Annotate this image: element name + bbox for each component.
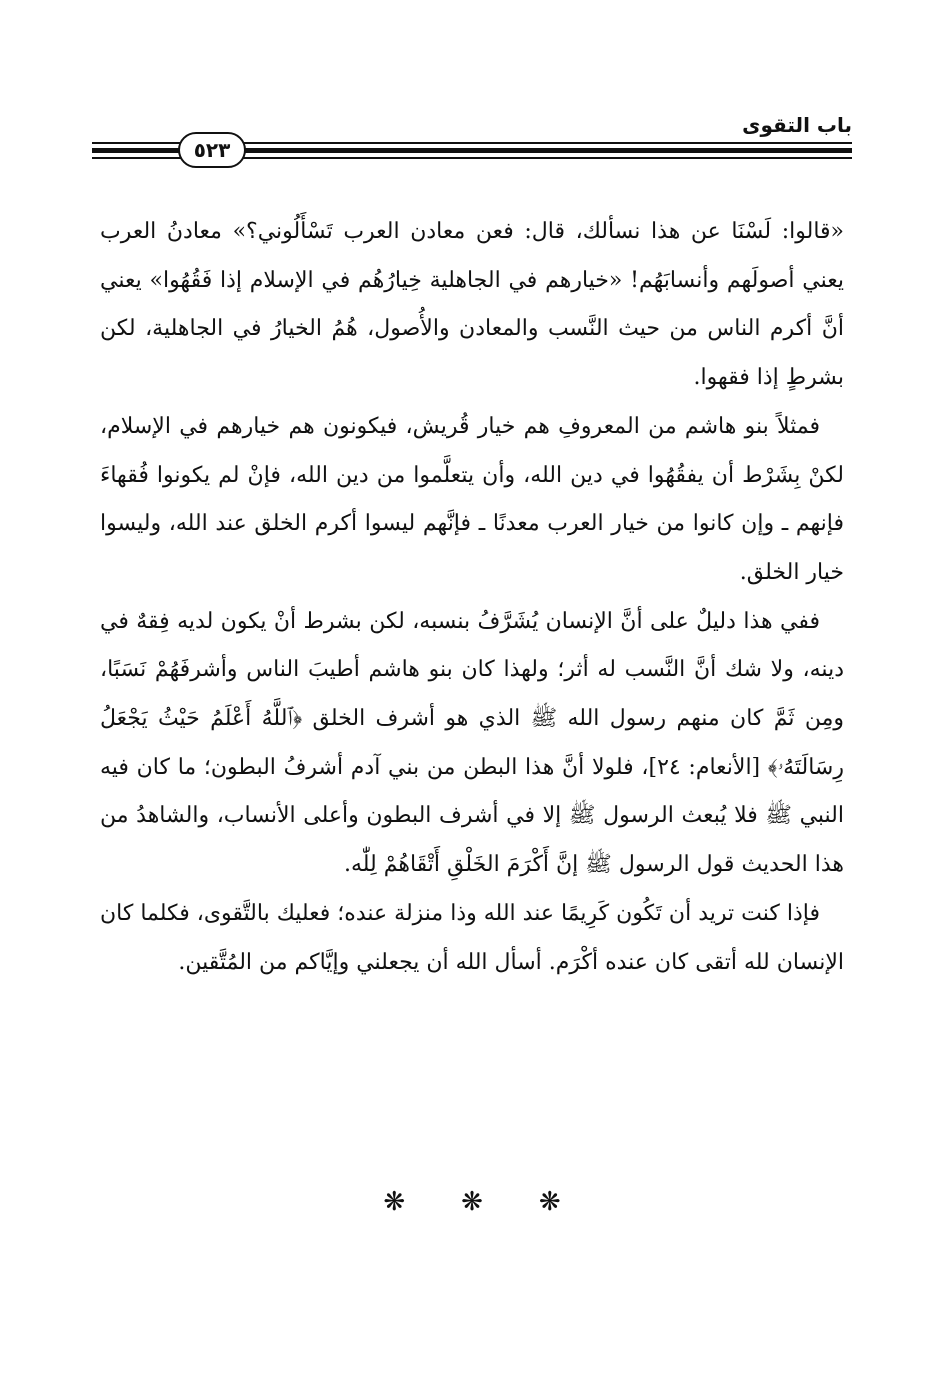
page-number: ٥٢٣ [178, 132, 246, 168]
paragraph-1: «قالوا: لَسْنَا عن هذا نسألك، قال: فعن معادن العرب تَسْأَلُوني؟» معادنُ العرب يعني أصولَهم وأنسابَهُم! «خيارهم في الجاهلية خِيارُهُم في الإسلام إذا فَقُهُوا» يعني أنَّ أكرم الناس من حيث النَّسب والمعادن والأُصول، هُمُ الخيارُ في الجاهلية، لكن بشرطٍ إذا فقهوا. [100, 219, 844, 391]
ornament-star-icon: ❋ [461, 1187, 483, 1217]
page-body [100, 208, 844, 987]
paragraph-3: ففي هذا دليلٌ على أنَّ الإنسان يُشَرَّفُ بنسبه، لكن بشرط أنْ يكون لديه فِقهٌ في دينه، ولا شك أنَّ النَّسب له أثر؛ ولهذا كان بنو هاشم أطيبَ الناس وأشرفَهُمْ نَسَبًا، ومِن ثَمَّ كان منهم رسول الله ﷺ الذي هو أشرف الخلق ﴿ٱللَّهُ أَعْلَمُ حَيْثُ يَجْعَلُ رِسَالَتَهُۥ﴾ [الأنعام: ٢٤]، فلولا أنَّ هذا البطن من بني آدم أشرفُ البطون؛ ما كان فيه النبي ﷺ فلا يُبعث الرسول ﷺ إلا في أشرف البطون وأعلى الأنساب، والشاهدُ من هذا الحديث قول الرسول ﷺ إنَّ أَكْرَمَ الخَلْقِ أَتْقَاهُمْ لِلّٰه. [100, 608, 844, 878]
page-header [92, 112, 852, 172]
ornament-star-icon: ❋ [538, 1187, 561, 1217]
paragraph-2: فمثلاً بنو هاشم من المعروفِ هم خيار قُريش، فيكونون هم خيارهم في الإسلام، لكنْ بِشَرْط أن يفقُهُوا في دين الله، وأن يتعلَّموا من دين الله، فإنْ لم يكونوا فُقهاءَ فإنهم ـ وإن كانوا من خيار العرب معدنًا ـ فإنَّهم ليسوا أكرم الخلق عند الله، وليسوا خيار الخلق. [100, 413, 844, 585]
chapter-title: باب التقوى [742, 113, 852, 137]
paragraph-4: فإذا كنت تريد أن تَكُون كَرِيمًا عند الله وذا منزلة عنده؛ فعليك بالتَّقوى، فكلما كان الإنسان لله أتقى كان عنده أكْرَم. أسأل الله أن يجعلني وإيَّاكم من المُتَّقين. [100, 900, 844, 975]
ornament-star-icon: ❋ [383, 1187, 406, 1217]
section-end-ornaments [300, 1182, 644, 1222]
